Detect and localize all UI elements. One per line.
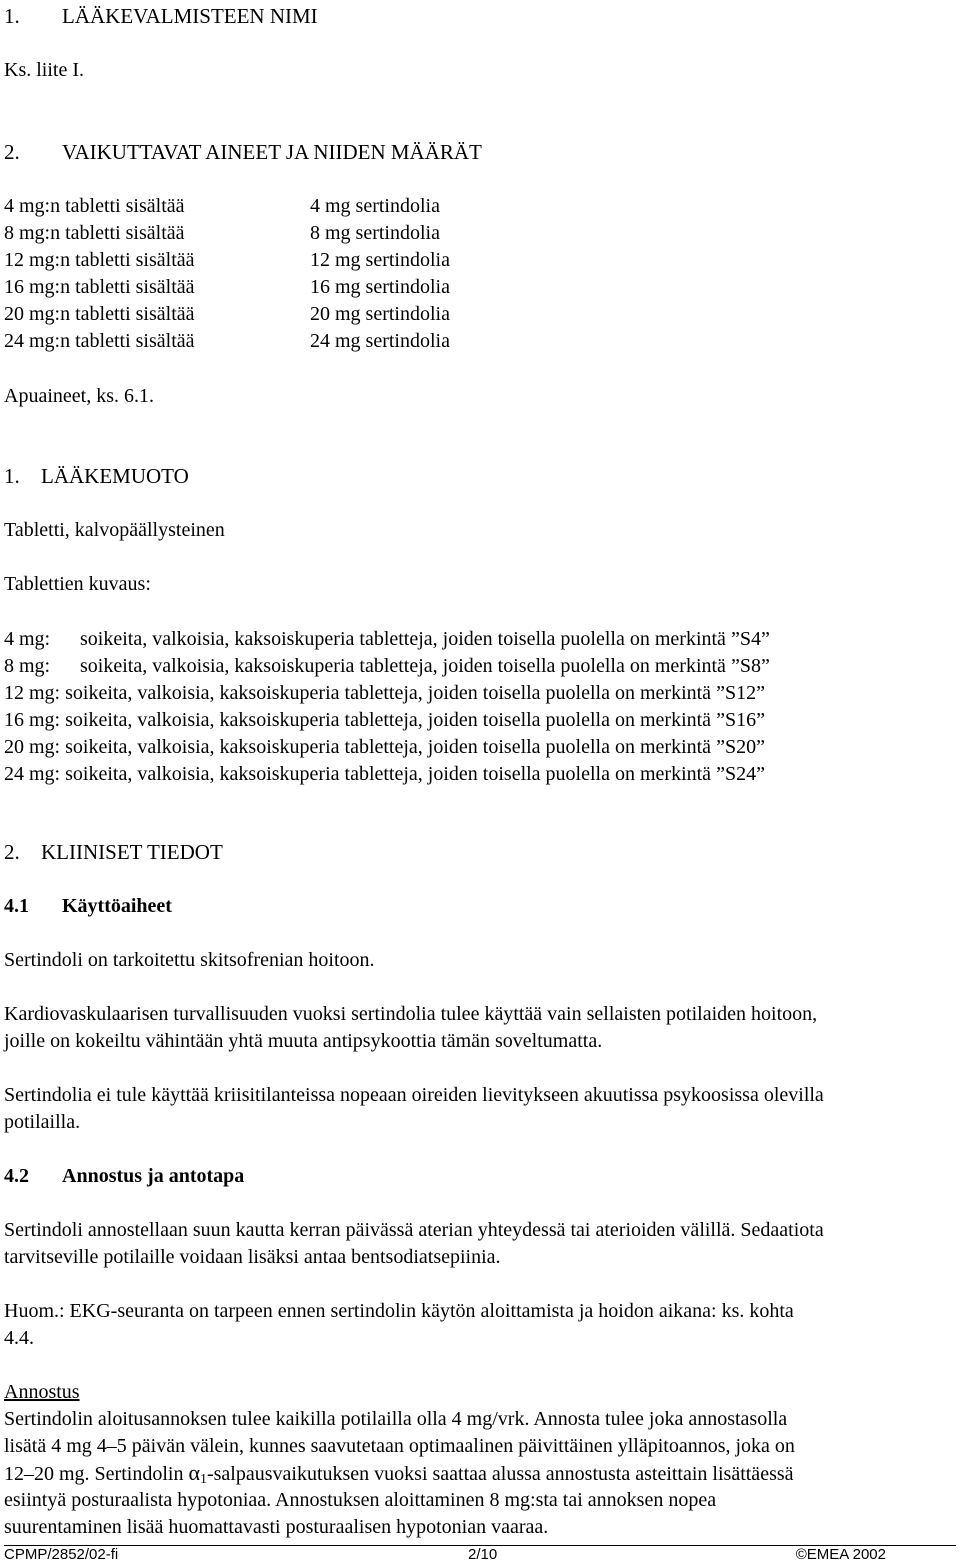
paragraph-line: 12–20 mg. Sertindolin $\alpha_1$-salpausvaikutuksen vuoksi saattaa alussa annostusta asteittain lisättäessä bbox=[4, 1460, 794, 1487]
composition-row: 8 mg:n tabletti sisältää 8 mg sertindolia bbox=[4, 222, 440, 244]
tablet-description: 20 mg: soikeita, valkoisia, kaksoiskuperia tabletteja, joiden toisella puolella on merkintä ”S20” bbox=[4, 736, 765, 758]
section-4-heading: 2. KLIINISET TIEDOT bbox=[4, 840, 223, 864]
tablet-description: 24 mg: soikeita, valkoisia, kaksoiskuperia tabletteja, joiden toisella puolella on merkintä ”S24” bbox=[4, 763, 765, 785]
composition-row: 20 mg:n tabletti sisältää 20 mg sertindolia bbox=[4, 303, 450, 325]
excipients-note: Apuaineet, ks. 6.1. bbox=[4, 385, 154, 407]
paragraph-line: 4.4. bbox=[4, 1327, 34, 1349]
paragraph-line: Sertindolia ei tule käyttää kriisitilanteissa nopeaan oireiden lievitykseen akuutissa psykoosissa olevilla bbox=[4, 1084, 824, 1106]
document-reference: CPMP/2852/02-fi bbox=[4, 1546, 119, 1563]
paragraph-line: tarvitseville potilaille voidaan lisäksi antaa bentsodiatsepiinia. bbox=[4, 1246, 501, 1268]
tablet-description: 4 mg: soikeita, valkoisia, kaksoiskuperia tabletteja, joiden toisella puolella on merkintä ”S4” bbox=[4, 628, 770, 650]
indication-text: Sertindoli on tarkoitettu skitsofrenian hoitoon. bbox=[4, 949, 375, 971]
section-2-heading: 2. VAIKUTTAVAT AINEET JA NIIDEN MÄÄRÄT bbox=[4, 140, 482, 164]
page-number: 2/10 bbox=[468, 1546, 498, 1563]
paragraph-line: Kardiovaskulaarisen turvallisuuden vuoksi sertindolia tulee käyttää vain sellaisten potilaiden hoitoon, bbox=[4, 1003, 818, 1025]
paragraph-line: Sertindolin aloitusannoksen tulee kaikilla potilailla olla 4 mg/vrk. Annosta tulee joka annostasolla bbox=[4, 1408, 788, 1430]
section-1-text: Ks. liite I. bbox=[4, 59, 84, 81]
dosage-subheading: Annostus bbox=[4, 1381, 80, 1403]
alpha-symbol: α bbox=[188, 1460, 200, 1485]
page-footer bbox=[4, 1546, 886, 1566]
paragraph-line: esiintyä posturaalista hypotoniaa. Annostuksen aloittaminen 8 mg:sta tai annoksen nopea bbox=[4, 1489, 717, 1511]
paragraph-line: joille on kokeiltu vähintään yhtä muuta antipsykoottia tämän soveltumatta. bbox=[4, 1030, 603, 1052]
tablet-description: 8 mg: soikeita, valkoisia, kaksoiskuperia tabletteja, joiden toisella puolella on merkintä ”S8” bbox=[4, 655, 770, 677]
section-4-2-heading: 4.2 Annostus ja antotapa bbox=[4, 1165, 245, 1187]
paragraph-line: Sertindoli annostellaan suun kautta kerran päivässä aterian yhteydessä tai aterioiden välillä. Sedaatiota bbox=[4, 1219, 824, 1241]
paragraph-line: Huom.: EKG-seuranta on tarpeen ennen sertindolin käytön aloittamista ja hoidon aikana: ks. kohta bbox=[4, 1300, 794, 1322]
composition-row: 12 mg:n tabletti sisältää 12 mg sertindolia bbox=[4, 249, 450, 271]
pharmaceutical-form: Tabletti, kalvopäällysteinen bbox=[4, 519, 225, 541]
tablet-description: 12 mg: soikeita, valkoisia, kaksoiskuperia tabletteja, joiden toisella puolella on merkintä ”S12” bbox=[4, 682, 765, 704]
section-1-heading: 1. LÄÄKEVALMISTEEN NIMI bbox=[4, 4, 318, 28]
paragraph-line: suurentaminen lisää huomattavasti posturaalisen hypotonian vaaraa. bbox=[4, 1516, 549, 1538]
copyright: ©EMEA 2002 bbox=[795, 1546, 886, 1563]
composition-row: 4 mg:n tabletti sisältää 4 mg sertindolia bbox=[4, 195, 440, 217]
composition-row: 16 mg:n tabletti sisältää 16 mg sertindolia bbox=[4, 276, 450, 298]
description-heading: Tablettien kuvaus: bbox=[4, 573, 151, 595]
paragraph-line: potilailla. bbox=[4, 1111, 81, 1133]
paragraph-line: lisätä 4 mg 4–5 päivän välein, kunnes saavutetaan optimaalinen päivittäinen ylläpitoannos, joka on bbox=[4, 1435, 795, 1457]
composition-row: 24 mg:n tabletti sisältää 24 mg sertindolia bbox=[4, 330, 450, 352]
section-4-1-heading: 4.1 Käyttöaiheet bbox=[4, 895, 172, 917]
section-3-heading: 1. LÄÄKEMUOTO bbox=[4, 464, 189, 488]
tablet-description: 16 mg: soikeita, valkoisia, kaksoiskuperia tabletteja, joiden toisella puolella on merkintä ”S16” bbox=[4, 709, 765, 731]
